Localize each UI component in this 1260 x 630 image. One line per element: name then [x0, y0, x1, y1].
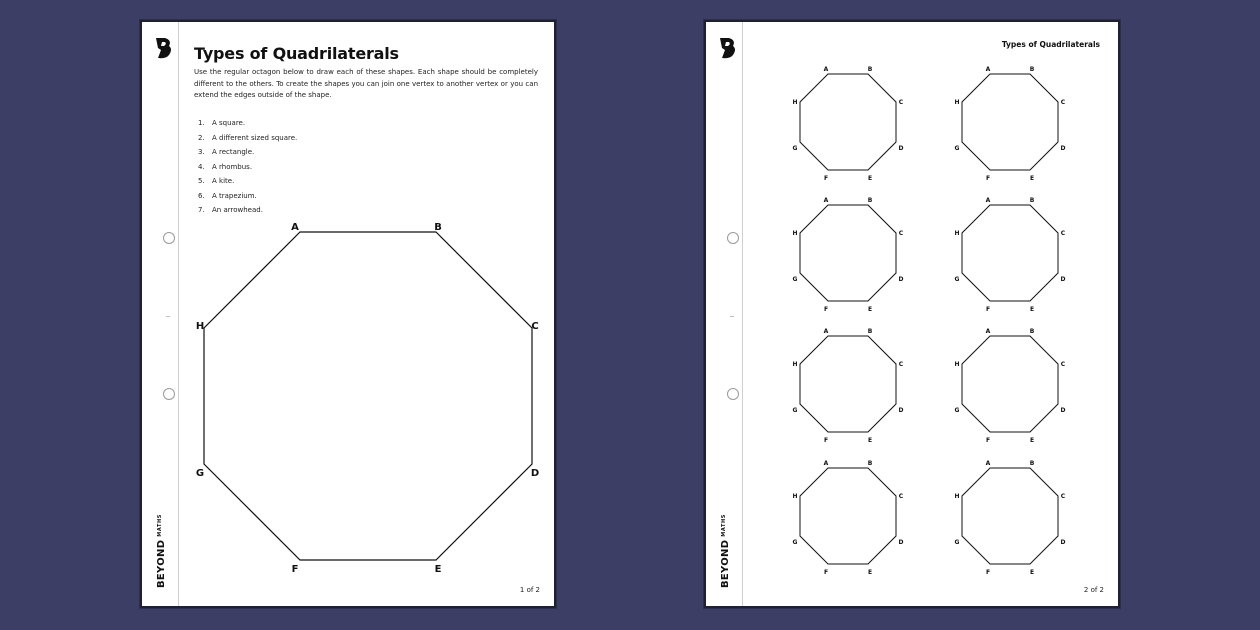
svg-text:E: E: [867, 569, 873, 576]
svg-text:E: E: [1029, 175, 1035, 182]
svg-text:G: G: [954, 539, 960, 546]
svg-text:G: G: [792, 539, 798, 546]
page-title: Types of Quadrilaterals: [194, 44, 399, 63]
svg-text:A: A: [823, 66, 829, 73]
small-octagon: [792, 454, 906, 578]
svg-text:A: A: [985, 66, 991, 73]
svg-text:F: F: [823, 175, 829, 182]
svg-text:A: A: [823, 197, 829, 204]
svg-text:B: B: [434, 222, 442, 233]
list-item: 3. A rectangle.: [198, 148, 255, 156]
svg-text:F: F: [985, 437, 991, 444]
page-title: Types of Quadrilaterals: [1001, 40, 1100, 49]
small-octagon: [792, 191, 906, 315]
svg-text:A: A: [985, 328, 991, 335]
worksheet-page-1: [140, 20, 556, 608]
svg-text:F: F: [823, 569, 829, 576]
svg-text:F: F: [985, 569, 991, 576]
svg-text:D: D: [898, 276, 904, 283]
page-number: 1 of 2: [519, 586, 540, 594]
svg-text:E: E: [1029, 306, 1035, 313]
svg-text:H: H: [954, 99, 960, 106]
instructions: Use the regular octagon below to draw each of these shapes. Each shape should be completely different to the others. To create the shapes you can join one vertex to another vertex or you can extend the edges outside of the shape.: [194, 68, 538, 99]
svg-text:E: E: [1029, 569, 1035, 576]
brand-wordmark: BEYONDMATHS: [156, 514, 167, 588]
svg-text:E: E: [867, 306, 873, 313]
svg-text:B: B: [867, 66, 873, 73]
list-item: 7. An arrowhead.: [198, 206, 263, 214]
svg-text:F: F: [985, 306, 991, 313]
svg-text:G: G: [954, 276, 960, 283]
svg-text:H: H: [792, 230, 798, 237]
svg-text:D: D: [1060, 407, 1066, 414]
svg-text:F: F: [291, 564, 299, 575]
svg-text:B: B: [867, 197, 873, 204]
punch-hole: [727, 232, 739, 244]
svg-text:F: F: [823, 437, 829, 444]
svg-text:G: G: [792, 407, 798, 414]
beyond-logo-icon: [154, 36, 174, 60]
task-list: [198, 116, 297, 218]
fold-mark: [166, 316, 170, 317]
svg-text:C: C: [898, 493, 904, 500]
svg-text:A: A: [823, 460, 829, 467]
svg-text:B: B: [1029, 460, 1035, 467]
svg-text:F: F: [823, 306, 829, 313]
list-item: 5. A kite.: [198, 177, 235, 185]
margin-line: [178, 22, 179, 606]
svg-text:G: G: [954, 145, 960, 152]
small-octagon: [954, 322, 1068, 446]
svg-text:D: D: [898, 145, 904, 152]
svg-text:H: H: [954, 361, 960, 368]
svg-text:A: A: [985, 460, 991, 467]
punch-hole: [163, 388, 175, 400]
svg-text:B: B: [1029, 328, 1035, 335]
small-octagon: [954, 454, 1068, 578]
svg-text:E: E: [867, 437, 873, 444]
svg-text:E: E: [434, 564, 442, 575]
svg-text:H: H: [792, 493, 798, 500]
svg-text:C: C: [1060, 99, 1066, 106]
large-octagon: [188, 218, 548, 580]
list-item: 4. A rhombus.: [198, 162, 253, 171]
svg-text:C: C: [898, 361, 904, 368]
punch-hole: [727, 388, 739, 400]
svg-text:D: D: [1060, 145, 1066, 152]
svg-text:H: H: [954, 493, 960, 500]
svg-text:C: C: [898, 99, 904, 106]
margin-line: [742, 22, 743, 606]
small-octagon: [792, 60, 906, 184]
svg-text:B: B: [867, 460, 873, 467]
svg-text:A: A: [823, 328, 829, 335]
list-item: 1. A square.: [198, 119, 246, 127]
svg-text:C: C: [1060, 493, 1066, 500]
small-octagon: [954, 191, 1068, 315]
small-octagon: [792, 322, 906, 446]
svg-text:E: E: [1029, 437, 1035, 444]
list-item: 2. A different sized square.: [198, 133, 298, 142]
svg-text:D: D: [898, 539, 904, 546]
fold-mark: [730, 316, 734, 317]
svg-text:C: C: [898, 230, 904, 237]
svg-text:B: B: [1029, 66, 1035, 73]
svg-text:G: G: [792, 276, 798, 283]
svg-text:A: A: [985, 197, 991, 204]
page-number: 2 of 2: [1083, 586, 1104, 594]
svg-text:D: D: [1060, 539, 1066, 546]
svg-text:D: D: [530, 468, 540, 479]
beyond-logo-icon: [718, 36, 738, 60]
svg-text:H: H: [195, 321, 205, 332]
svg-text:A: A: [291, 222, 299, 233]
svg-text:H: H: [954, 230, 960, 237]
worksheet-page-2: [704, 20, 1120, 608]
punch-hole: [163, 232, 175, 244]
svg-text:G: G: [195, 468, 205, 479]
svg-text:H: H: [792, 99, 798, 106]
svg-text:C: C: [531, 321, 539, 332]
svg-text:B: B: [867, 328, 873, 335]
svg-text:F: F: [985, 175, 991, 182]
svg-text:B: B: [1029, 197, 1035, 204]
list-item: 6. A trapezium.: [198, 191, 257, 200]
svg-text:G: G: [954, 407, 960, 414]
svg-text:C: C: [1060, 361, 1066, 368]
brand-wordmark: BEYONDMATHS: [720, 514, 731, 588]
svg-text:D: D: [898, 407, 904, 414]
svg-text:E: E: [867, 175, 873, 182]
svg-text:D: D: [1060, 276, 1066, 283]
small-octagon: [954, 60, 1068, 184]
svg-text:H: H: [792, 361, 798, 368]
svg-text:C: C: [1060, 230, 1066, 237]
svg-text:G: G: [792, 145, 798, 152]
